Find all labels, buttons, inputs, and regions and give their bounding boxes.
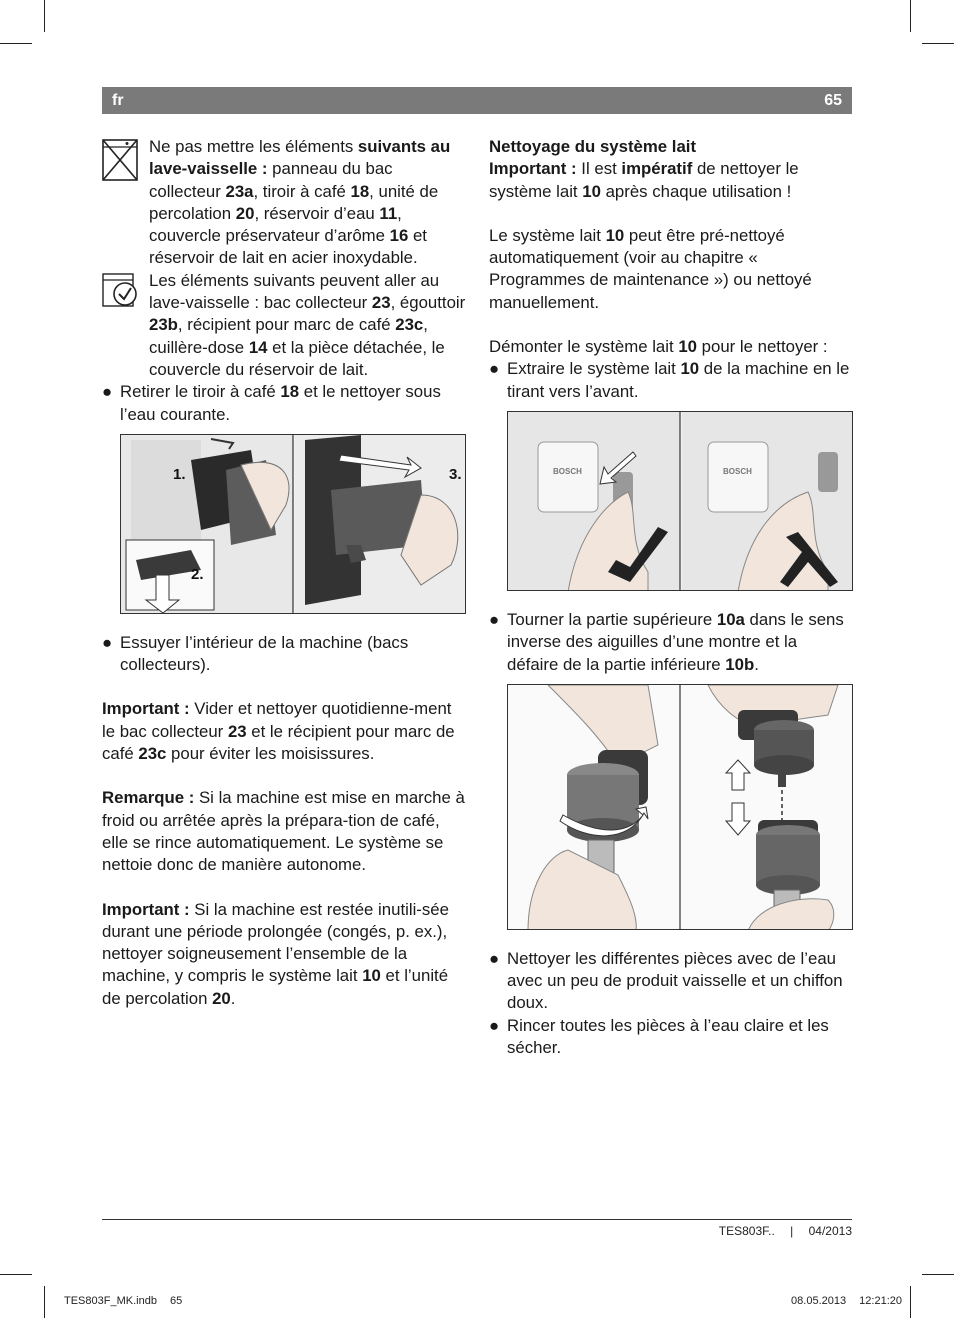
- text-run: Vider et nettoyer quotidienne-ment le bac collecteur: [102, 699, 452, 741]
- figure-separate-parts: [507, 684, 853, 930]
- ref-number: 10a: [716, 609, 745, 629]
- bullet-dot: ●: [489, 1015, 500, 1035]
- bullet-text: Essuyer l’intérieur de la machine (bacs collecteurs).: [120, 632, 409, 675]
- model-number: TES803F..: [718, 1224, 775, 1238]
- text-run: Ne pas mettre les éléments: [149, 137, 358, 156]
- edition-date: 04/2013: [808, 1224, 852, 1238]
- remark-paragraph: [102, 787, 466, 876]
- step-label-2: 2.: [191, 565, 204, 583]
- bold-run: suivants au lave-vaisselle :: [149, 137, 451, 179]
- text-run: Tourner la partie supérieure: [507, 609, 717, 629]
- page-header-bar: [102, 87, 852, 114]
- crop-mark: [44, 0, 45, 32]
- remark-label: Remarque :: [102, 788, 195, 808]
- slug-date: 08.05.2013: [791, 1295, 847, 1307]
- ref-number: 14: [248, 337, 268, 357]
- ref-number: 10: [678, 337, 697, 357]
- crop-mark: [0, 1274, 32, 1275]
- print-slug-left: [64, 1295, 182, 1307]
- note-no-dishwasher: [102, 136, 466, 270]
- note2-text: [149, 270, 466, 381]
- slug-page: 65: [170, 1295, 183, 1307]
- crop-mark: [922, 1274, 954, 1275]
- text-run: , cuillère-dose: [149, 315, 428, 357]
- bullet-dot: ●: [489, 948, 500, 968]
- text-run: Le système lait: [489, 225, 606, 245]
- ref-number: 20: [212, 988, 231, 1008]
- page-number: 65: [824, 92, 842, 109]
- crop-mark: [910, 1286, 911, 1318]
- text-run: et l’unité de percolation: [102, 966, 449, 1008]
- note-dishwasher-ok: [102, 270, 466, 381]
- ref-number: 10: [605, 225, 625, 245]
- text-run: , récipient pour marc de café: [177, 315, 396, 335]
- ref-number: 20: [235, 203, 255, 223]
- text-run: Il est: [576, 159, 622, 179]
- text-run: panneau du bac collecteur: [149, 159, 393, 201]
- step-label-3: 3.: [449, 465, 462, 483]
- slug-file: TES803F_MK.indb: [64, 1295, 157, 1307]
- text-run: , égouttoir: [390, 293, 466, 313]
- text-run: après chaque utilisation !: [600, 181, 792, 201]
- slug-time: 12:21:20: [859, 1295, 902, 1307]
- bullet-dot: ●: [489, 359, 500, 379]
- crop-mark: [910, 0, 911, 32]
- figure-extract-milk-system: [507, 411, 853, 591]
- ref-number: 16: [389, 226, 409, 246]
- ref-number: 10: [362, 966, 381, 986]
- bold-run: impératif: [621, 159, 693, 179]
- footer-info: [719, 1224, 852, 1238]
- text-run: , unité de percolation: [149, 181, 439, 223]
- step-label-1: 1.: [173, 465, 186, 483]
- ref-number: 23b: [149, 315, 178, 335]
- ref-number: 23c: [395, 315, 424, 335]
- text-run: pour éviter les moisissures.: [166, 744, 375, 764]
- ref-number: 23a: [225, 181, 254, 201]
- text-run: et réservoir de lait en acier inoxydable.: [149, 226, 427, 268]
- note1-text: [149, 136, 466, 270]
- text-run: peut être pré-nettoyé automatiquement (voir au chapitre « Programmes de maintenance ») ou nettoyé manuellement.: [489, 225, 812, 312]
- important-paragraph-1: [102, 698, 466, 765]
- ref-number: 10: [680, 359, 700, 379]
- text-run: pour le nettoyer :: [697, 337, 828, 357]
- text-run: Démonter le système lait: [489, 337, 679, 357]
- crop-mark: [0, 43, 32, 44]
- important-notice: [489, 158, 853, 203]
- ref-number: 23c: [138, 744, 167, 764]
- text-run: Si la machine est restée inutili-sée durant une période prolongée (congés, p. ex.), nettoyer soigneusement l’ensemble de la machine, y compris le système lait: [102, 899, 449, 986]
- text-run: , couvercle préservateur d’arôme: [149, 203, 402, 246]
- footer-separator: |: [790, 1224, 794, 1238]
- right-column: [489, 136, 853, 1059]
- ref-number: 23: [227, 721, 247, 741]
- no-dishwasher-icon: [102, 139, 138, 181]
- text-run: , tiroir à café: [253, 181, 351, 201]
- crop-mark: [922, 43, 954, 44]
- bullet-wipe-interior: [102, 632, 466, 677]
- bullet-text: Nettoyer les différentes pièces avec de l’eau avec un peu de produit vaisselle et un chiffon doux.: [507, 948, 843, 1013]
- bullet-text: [120, 381, 466, 426]
- bullet-clean-parts: [489, 948, 853, 1015]
- section-heading: Nettoyage du système lait: [489, 137, 697, 156]
- important-label: Important :: [102, 899, 190, 919]
- bullet-text: [507, 609, 853, 676]
- bullet-dot: ●: [102, 632, 113, 652]
- text-run: .: [230, 988, 236, 1008]
- ref-number: 18: [350, 181, 370, 201]
- language-label: fr: [112, 92, 124, 109]
- auto-clean-paragraph: [489, 225, 853, 314]
- text-run: , réservoir d’eau: [254, 203, 380, 223]
- important-label: Important :: [489, 159, 577, 179]
- text-run: Si la machine est mise en marche à froid ou arrêtée après la prépara-tion de café, elle se rince automatiquement. Le système se nettoie donc de manière autonome.: [102, 788, 465, 875]
- bullet-remove-drawer: [102, 381, 466, 426]
- dishwasher-ok-icon: [102, 273, 138, 315]
- figure-coffee-drawer: [120, 434, 466, 614]
- important-label: Important :: [102, 699, 190, 719]
- brand-logo-right: BOSCH: [723, 466, 752, 476]
- important-paragraph-2: [102, 899, 466, 1010]
- text-run: et le nettoyer sous l’eau courante.: [120, 382, 441, 424]
- left-column: [102, 136, 466, 1010]
- text-run: dans le sens inverse des aiguilles d’une montre et la défaire de la partie inférieure: [507, 609, 844, 674]
- crop-mark: [44, 1286, 45, 1318]
- bullet-dot: ●: [489, 609, 500, 629]
- text-run: Les éléments suivants peuvent aller au lave-vaisselle : bac collecteur: [149, 270, 440, 313]
- text-run: .: [754, 654, 759, 674]
- ref-number: 10: [582, 181, 601, 201]
- ref-number: 18: [280, 382, 300, 402]
- text-run: et le récipient pour marc de café: [102, 721, 455, 764]
- footer-rule: [102, 1219, 852, 1220]
- text-run: Retirer le tiroir à café: [120, 382, 281, 402]
- bullet-dot: ●: [102, 382, 113, 402]
- brand-logo-left: BOSCH: [553, 466, 582, 476]
- ref-number: 10b: [725, 654, 755, 674]
- dismount-paragraph: [489, 336, 853, 358]
- bullet-extract-milk-system: [489, 358, 853, 403]
- text-run: et la pièce détachée, le couvercle du réservoir de lait.: [149, 337, 445, 379]
- text-run: de nettoyer le système lait: [489, 159, 799, 201]
- ref-number: 11: [379, 203, 398, 223]
- ref-number: 23: [371, 293, 391, 313]
- bullet-turn-upper-part: [489, 609, 853, 676]
- text-run: de la machine en le tirant vers l’avant.: [507, 359, 850, 401]
- print-slug-right: [791, 1295, 902, 1307]
- text-run: Extraire le système lait: [507, 359, 681, 379]
- bullet-rinse-parts: [489, 1015, 853, 1060]
- bullet-text: [507, 358, 853, 403]
- bullet-text: Rincer toutes les pièces à l’eau claire et les sécher.: [507, 1015, 829, 1058]
